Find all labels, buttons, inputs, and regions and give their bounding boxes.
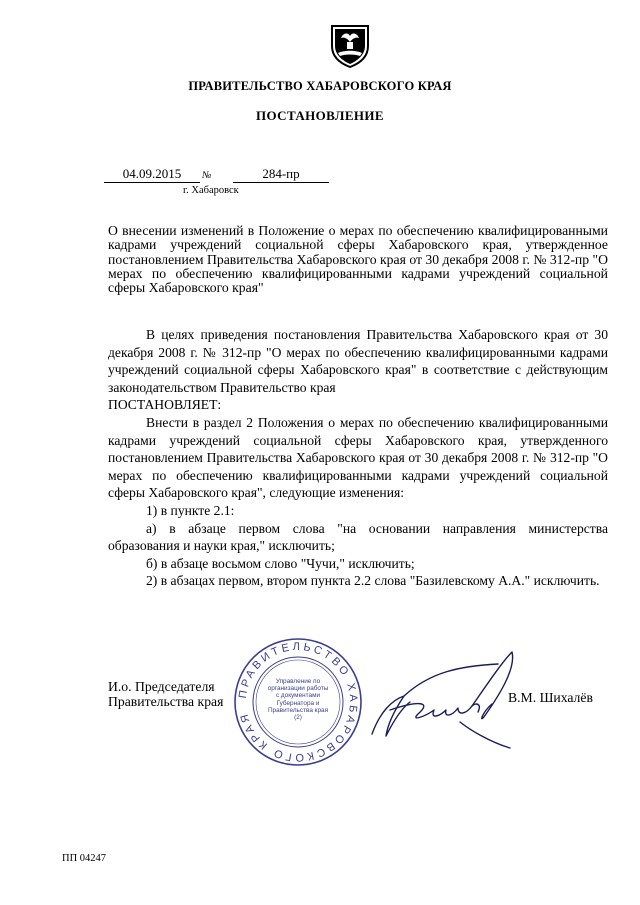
official-stamp — [232, 636, 364, 768]
footer-code: ПП 04247 — [62, 853, 107, 864]
list-item: а) в абзаце первом слова "на основании направления министерства образования и науки края," исключить; — [108, 520, 608, 554]
signatory-role — [108, 679, 223, 709]
coat-of-arms-icon — [328, 22, 372, 68]
document-subject: О внесении изменений в Положение о мерах по обеспечению квалифицированными кадрами учреждений социальной сферы Хабаровского края, утвержденное постановлением Правительства Хабаровского края от 30 декабря 2008 г. № 312-пр "О мерах по обеспечению квалифицированными кадрами учреждений социальной сферы Хабаровского края" — [108, 223, 608, 296]
number-sign: № — [202, 170, 212, 181]
list-item: 1) в пункте 2.1: — [146, 502, 235, 518]
document-city: г. Хабаровск — [183, 185, 239, 196]
stamp-ring-text: ПРАВИТЕЛЬСТВО ХАБАРОВСКОГО КРАЯ — [236, 640, 360, 764]
preamble-paragraph: В целях приведения постановления Правительства Хабаровского края от 30 декабря 2008 г. № 312-пр "О мерах по обеспечению квалифицированными кадрами учреждений социальной сферы Хабаровского края" в соответствие с действующим законодательством Правительство края — [108, 327, 608, 395]
document-date: 04.09.2015 — [104, 166, 200, 183]
main-paragraph: Внести в раздел 2 Положения о мерах по обеспечению квалифицированными кадрами учреждений социальной сферы Хабаровского края, утвержденного постановлением Правительства Хабаровского края от 30 декабря 2008 г. № 312-пр "О мерах по обеспечению квалифицированными кадрами учреждений социальной сферы Хабаровского края", следующие изменения: — [108, 414, 608, 501]
list-item: б) в абзаце восьмом слово "Чучи," исключить; — [146, 555, 415, 571]
decree-word: ПОСТАНОВЛЯЕТ: — [108, 397, 222, 413]
document-number: 284-пр — [233, 166, 329, 183]
signatory-role-line: Правительства края — [108, 694, 224, 709]
stamp-center-text: Управление по организации работы с документами Губернатора и Правительства края (2) — [267, 678, 329, 722]
document-type: ПОСТАНОВЛЕНИЕ — [255, 108, 385, 123]
list-item: 2) в абзацах первом, втором пункта 2.2 слова "Базилевскому А.А." исключить. — [146, 573, 600, 589]
organization-title: ПРАВИТЕЛЬСТВО ХАБАРОВСКОГО КРАЯ — [188, 79, 452, 93]
handwritten-signature — [360, 642, 520, 752]
document-body — [108, 326, 608, 590]
signatory-role-line: И.о. Председателя — [108, 679, 215, 694]
signatory-name: В.М. Шихалёв — [508, 690, 593, 705]
